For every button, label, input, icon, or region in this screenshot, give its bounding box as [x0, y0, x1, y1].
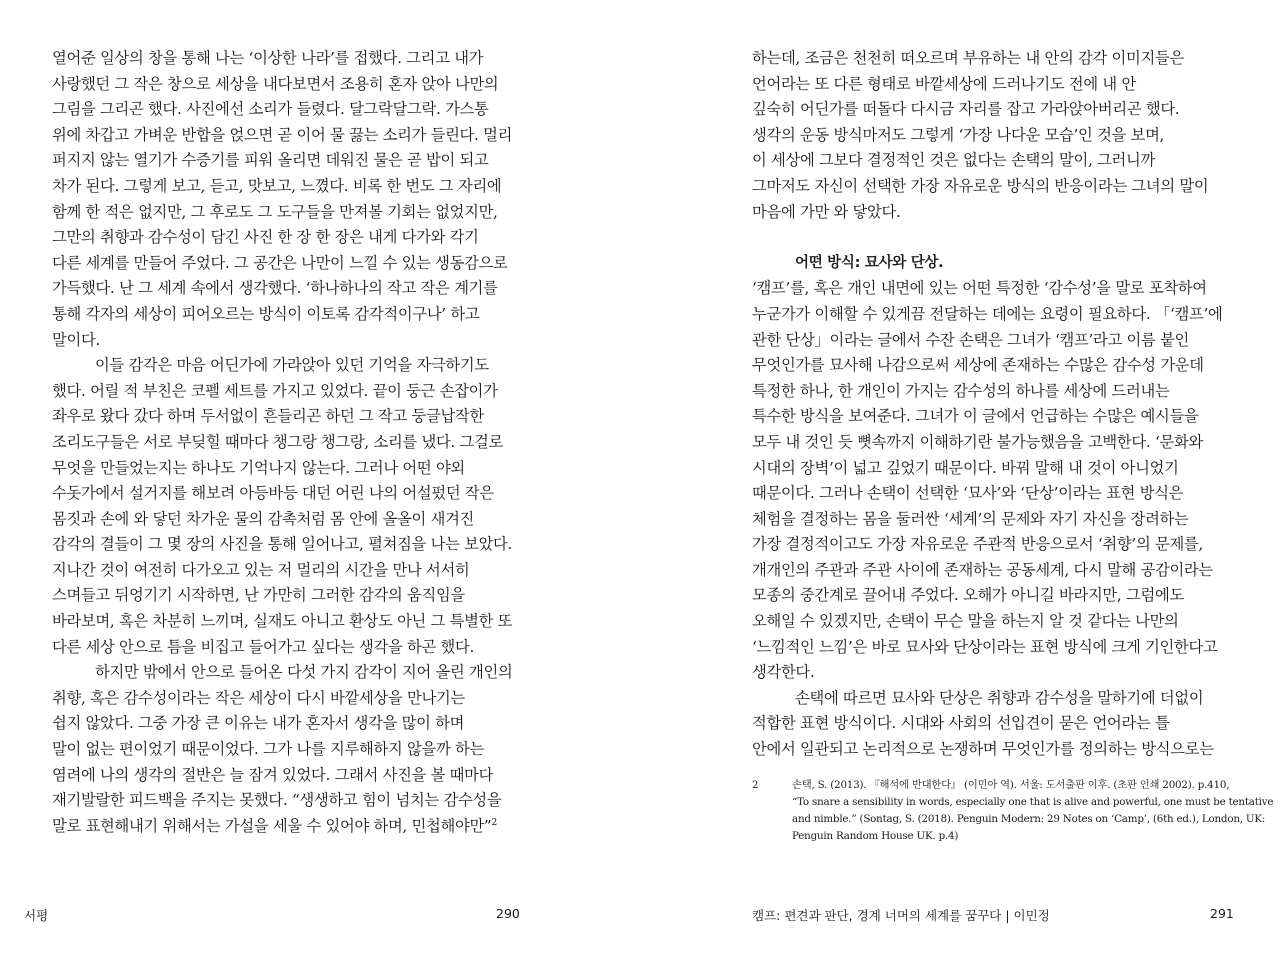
running-head-left: 서평 [24, 908, 49, 923]
body-line: 특정한 하나, 한 개인이 가지는 감수성의 하나를 세상에 드러내는 [752, 381, 1170, 400]
body-line: 함께 한 적은 없지만, 그 후로도 그 도구들을 만져볼 기회는 없었지만, [52, 202, 498, 221]
body-line: 안에서 일관되고 논리적으로 논쟁하며 무엇인가를 정의하는 방식으로는 [752, 740, 1214, 759]
body-line: 오해일 수 있겠지만, 손택이 무슨 말을 하는지 알 것 같다는 나만의 [752, 612, 1179, 631]
body-line: 말이 없는 편이었기 때문이었다. 그가 나를 지루해하지 않을까 하는 [52, 740, 484, 759]
body-line: 재기발랄한 피드백을 주지는 못했다. “생생하고 힘이 넘치는 감수성을 [52, 791, 502, 810]
right-body-text [752, 46, 1230, 763]
footnote-line: and nimble.” (Sontag, S. (2018). Penguin Modern: 29 Notes on ‘Camp’, (6th ed.), London, UK: [792, 813, 1266, 825]
body-line: 지나간 것이 여전히 다가오고 있는 저 멀리의 시간을 만나 서서히 [52, 560, 470, 579]
body-line: 언어라는 또 다른 형태로 바깥세상에 드러나기도 전에 내 안 [752, 74, 1136, 93]
body-line: 모종의 중간계로 끌어내 주었다. 오해가 아니길 바라지만, 그럼에도 [752, 586, 1184, 605]
body-line: 개개인의 주관과 주관 사이에 존재하는 공동세계, 다시 말해 공감이라는 [752, 560, 1213, 579]
running-head-right: 캠프: 편견과 판단, 경계 너머의 세계를 꿈꾸다 | 이민정 [752, 908, 1050, 923]
body-line: 했다. 어릴 적 부친은 코펠 세트를 가지고 있었다. 끝이 둥근 손잡이가 [52, 381, 498, 400]
body-line: 생각한다. [752, 663, 815, 682]
body-line: 말이다. [52, 330, 100, 349]
body-line: 쉽지 않았다. 그중 가장 큰 이유는 내가 혼자서 생각을 많이 하며 [52, 714, 465, 733]
footnote-line: 손택, S. (2013). 『해석에 반대한다』 (이민아 역). 서울: 도서출판 이후. (초판 인쇄 2002). p.410, [792, 779, 1230, 791]
body-line: 조리도구들은 서로 부딪힐 때마다 챙그랑 챙그랑, 소리를 냈다. 그걸로 [52, 432, 503, 451]
body-line: 취향, 혹은 감수성이라는 작은 세상이 다시 바깥세상을 만나기는 [52, 688, 465, 707]
body-line-last [52, 814, 524, 840]
body-line: 몸짓과 손에 와 닿던 차가운 물의 감촉처럼 몸 안에 올올이 새겨진 [52, 509, 475, 528]
body-line: 모두 내 것인 듯 뼛속까지 이해하기란 불가능했음을 고백한다. ‘문화와 [752, 432, 1203, 451]
footnote-marker[interactable]: 2 [491, 817, 497, 828]
body-line: 마음에 가만 와 닿았다. [752, 202, 901, 221]
body-line: 시대의 장벽’이 넓고 깊었기 때문이다. 바꿔 말해 내 것이 아니었기 [752, 458, 1179, 477]
body-line: 다른 세상 안으로 틈을 비집고 들어가고 싶다는 생각을 하곤 했다. [52, 637, 475, 656]
page-number-right: 291 [1210, 906, 1234, 921]
body-line: 퍼지지 않는 열기가 수증기를 피워 올리면 데워진 물은 곧 밥이 되고 [52, 151, 489, 170]
body-line: 그림을 그리곤 했다. 사진에선 소리가 들렸다. 달그락달그락. 가스통 [52, 100, 489, 119]
body-line: 가득했다. 난 그 세계 속에서 생각했다. ‘하나하나의 작고 작은 계기를 [52, 279, 498, 298]
body-line: 하는데, 조금은 천천히 떠오르며 부유하는 내 안의 감각 이미지들은 [752, 49, 1184, 67]
footnote [752, 777, 1274, 845]
body-line: 차가 된다. 그렇게 보고, 듣고, 맛보고, 느꼈다. 비록 한 번도 그 자리에 [52, 176, 502, 195]
body-line: 생각의 운동 방식마저도 그렇게 ‘가장 나다운 모습’인 것을 보며, [752, 125, 1165, 144]
body-line: 특수한 방식을 보여준다. 그녀가 이 글에서 언급하는 수많은 예시들을 [752, 407, 1199, 426]
body-line: 관한 단상」이라는 글에서 수잔 손택은 그녀가 ‘캠프’라고 이름 붙인 [752, 330, 1190, 349]
section-heading: 어떤 방식: 묘사와 단상. [795, 254, 944, 271]
body-line: 체험을 결정하는 몸을 둘러싼 ‘세계’의 문제와 자기 자신을 장려하는 [752, 509, 1189, 528]
footnote-body [792, 777, 1274, 845]
body-line: 스며들고 뒤엉기기 시작하면, 난 가만히 그러한 감각의 움직임을 [52, 586, 465, 605]
right-page [640, 0, 1280, 955]
footnote-number: 2 [752, 779, 759, 791]
body-line-paragraph-start: 하지만 밖에서 안으로 들어온 다섯 가지 감각이 지어 올린 개인의 [95, 663, 513, 682]
body-line: 때문이다. 그러나 손택이 선택한 ‘묘사’와 ‘단상’이라는 표현 방식은 [752, 484, 1184, 503]
body-line-paragraph-start: 이들 감각은 마음 어딘가에 가라앉아 있던 기억을 자극하기도 [95, 356, 489, 375]
body-line: 위에 차갑고 가벼운 반합을 얹으면 곧 이어 물 끓는 소리가 들린다. 멀리 [52, 125, 513, 144]
body-line: 가장 결정적이고도 가장 자유로운 주관적 반응으로서 ‘취향’의 문제를, [752, 535, 1203, 554]
body-line: 무엇인가를 묘사해 나감으로써 세상에 존재하는 수많은 감수성 가운데 [752, 356, 1204, 375]
body-line: 깊숙히 어딘가를 떠돌다 다시금 자리를 잡고 가라앉아버리곤 했다. [752, 100, 1180, 119]
body-line: 적합한 표현 방식이다. 시대와 사회의 선입견이 묻은 언어라는 틀 [752, 714, 1170, 733]
section-gap [752, 225, 1230, 251]
body-line: 열어준 일상의 창을 통해 나는 ‘이상한 나라’를 접했다. 그리고 내가 [52, 49, 484, 67]
body-line: 이 세상에 그보다 결정적인 것은 없다는 손택의 말이, 그러니까 [752, 151, 1155, 170]
body-line: 다른 세계를 만들어 주었다. 그 공간은 나만이 느낄 수 있는 생동감으로 [52, 253, 508, 272]
body-line: 누군가가 이해할 수 있게끔 전달하는 데에는 요령이 필요하다. 「‘캠프’에 [752, 304, 1223, 323]
last-line-text: 말로 표현해내기 위해서는 가설을 세울 수 있어야 하며, 민첩해야만” [52, 816, 492, 835]
left-body-text [52, 46, 524, 839]
body-line: 그마저도 자신이 선택한 가장 자유로운 방식의 반응이라는 그녀의 말이 [752, 176, 1209, 195]
footnote-line: “To snare a sensibility in words, especially one that is alive and powerful, one must be tentative [792, 796, 1274, 808]
body-line: 통해 각자의 세상이 피어오르는 방식이 이토록 감각적이구나’ 하고 [52, 304, 480, 323]
page-number-left: 290 [496, 906, 520, 921]
body-line: 수돗가에서 설거지를 해보려 아등바등 대던 어린 나의 어설펐던 작은 [52, 484, 494, 503]
body-line: 사랑했던 그 작은 창으로 세상을 내다보면서 조용히 혼자 앉아 나만의 [52, 74, 499, 93]
body-line: 그만의 취향과 감수성이 담긴 사진 한 장 한 장은 내게 다가와 각기 [52, 228, 479, 247]
body-line: ‘캠프’를, 혹은 개인 내면에 있는 어떤 특정한 ‘감수성’을 말로 포착하여 [752, 279, 1207, 298]
body-line-paragraph-start: 손택에 따르면 묘사와 단상은 취향과 감수성을 말하기에 더없이 [795, 688, 1204, 707]
body-line: 무엇을 만들었는지는 하나도 기억나지 않는다. 그러나 어떤 야외 [52, 458, 465, 477]
body-line: 염려에 나의 생각의 절반은 늘 잠겨 있었다. 그래서 사진을 볼 때마다 [52, 765, 494, 784]
footnote-line: Penguin Random House UK. p.4) [792, 830, 959, 842]
body-line: 좌우로 왔다 갔다 하며 두서없이 흔들리곤 하던 그 작고 둥글납작한 [52, 407, 484, 426]
body-line: 감각의 결들이 그 몇 장의 사진을 통해 일어나고, 펼쳐짐을 나는 보았다. [52, 535, 513, 554]
body-line: ‘느낌적인 느낌’은 바로 묘사와 단상이라는 표현 방식에 크게 기인한다고 [752, 637, 1218, 656]
body-line: 바라보며, 혹은 차분히 느끼며, 실재도 아니고 환상도 아닌 그 특별한 또 [52, 612, 513, 631]
